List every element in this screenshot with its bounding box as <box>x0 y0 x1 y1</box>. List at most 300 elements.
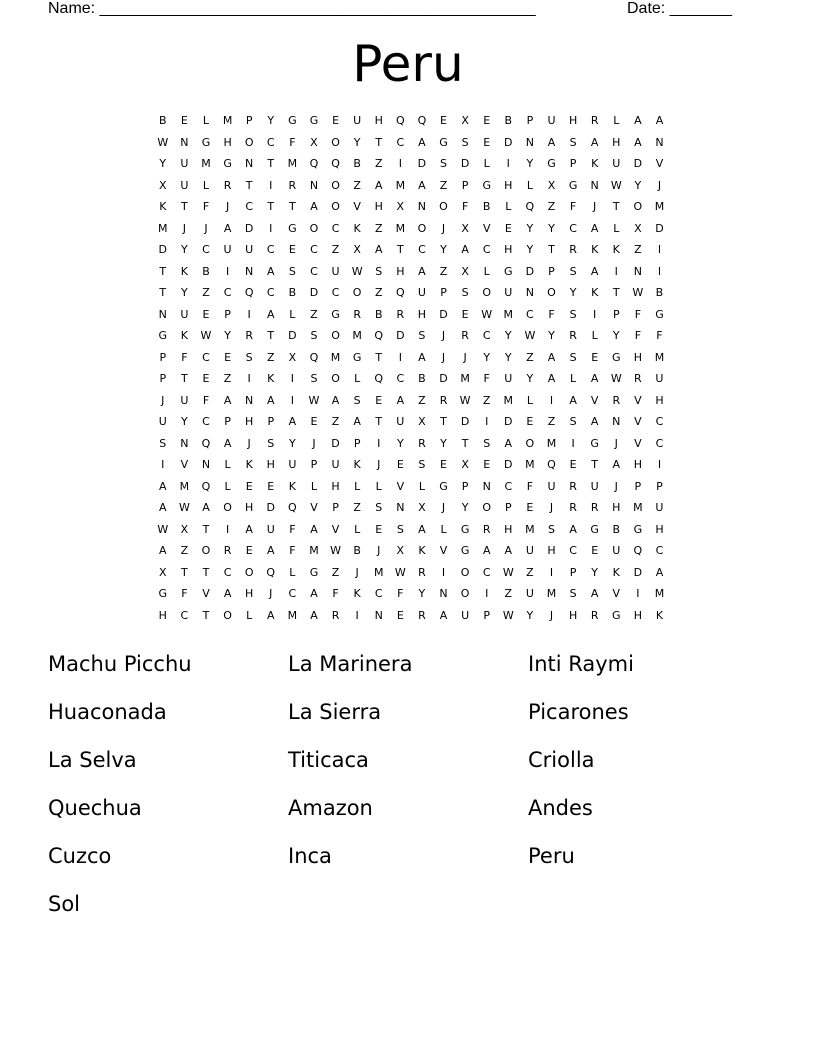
grid-letter[interactable]: A <box>310 587 318 600</box>
grid-letter[interactable]: R <box>612 393 621 407</box>
grid-letter[interactable]: Z <box>439 264 448 278</box>
grid-letter[interactable]: P <box>353 436 361 450</box>
grid-letter[interactable]: C <box>288 587 297 600</box>
grid-letter[interactable]: Z <box>482 393 491 407</box>
grid-letter[interactable]: T <box>396 243 404 256</box>
grid-letter[interactable]: H <box>633 608 642 622</box>
grid-letter[interactable]: S <box>569 350 577 364</box>
grid-letter[interactable]: C <box>655 544 664 557</box>
grid-letter[interactable]: L <box>526 178 533 192</box>
grid-letter[interactable]: M <box>654 200 665 213</box>
grid-letter[interactable]: E <box>202 307 210 321</box>
grid-letter[interactable]: A <box>353 415 361 428</box>
grid-letter[interactable]: T <box>375 415 383 428</box>
grid-letter[interactable]: U <box>504 286 513 299</box>
grid-letter[interactable]: C <box>655 436 664 450</box>
grid-letter[interactable]: Z <box>266 350 275 364</box>
grid-letter[interactable]: O <box>633 200 643 213</box>
grid-letter[interactable]: I <box>377 436 381 450</box>
grid-letter[interactable]: Q <box>201 436 211 450</box>
grid-letter[interactable]: Y <box>504 350 512 364</box>
grid-letter[interactable]: W <box>157 135 169 149</box>
grid-letter[interactable]: C <box>310 264 318 278</box>
grid-letter[interactable]: K <box>180 329 188 342</box>
grid-letter[interactable]: T <box>288 200 296 213</box>
grid-letter[interactable]: P <box>504 501 512 514</box>
grid-letter[interactable]: S <box>483 436 491 450</box>
grid-letter[interactable]: H <box>633 350 642 364</box>
grid-letter[interactable]: Q <box>374 329 384 342</box>
grid-letter[interactable]: P <box>548 264 555 278</box>
grid-letter[interactable]: R <box>590 501 599 514</box>
grid-letter[interactable]: H <box>504 178 513 192</box>
grid-letter[interactable]: P <box>440 286 447 299</box>
grid-letter[interactable]: A <box>310 608 318 622</box>
grid-letter[interactable]: I <box>247 372 251 385</box>
grid-letter[interactable]: L <box>202 114 210 127</box>
grid-letter[interactable]: W <box>330 544 341 557</box>
grid-letter[interactable]: C <box>331 221 340 235</box>
grid-letter[interactable]: S <box>288 264 296 278</box>
grid-letter[interactable]: H <box>396 264 405 278</box>
grid-letter[interactable]: Y <box>548 221 555 235</box>
grid-letter[interactable]: V <box>482 221 491 235</box>
grid-letter[interactable]: P <box>245 114 253 127</box>
grid-letter[interactable]: N <box>525 135 534 149</box>
grid-letter[interactable]: K <box>591 286 599 299</box>
grid-letter[interactable]: T <box>267 329 275 342</box>
grid-letter[interactable]: L <box>505 200 512 213</box>
grid-letter[interactable]: I <box>485 587 489 600</box>
grid-letter[interactable]: D <box>504 458 513 471</box>
grid-letter[interactable]: D <box>504 415 513 428</box>
grid-letter[interactable]: W <box>459 393 471 407</box>
grid-letter[interactable]: I <box>549 565 554 579</box>
grid-letter[interactable]: Y <box>353 135 361 149</box>
grid-letter[interactable]: A <box>418 178 426 192</box>
grid-letter[interactable]: J <box>657 178 662 192</box>
grid-letter[interactable]: Y <box>461 501 469 514</box>
grid-letter[interactable]: K <box>245 458 253 471</box>
grid-letter[interactable]: Y <box>526 372 534 385</box>
grid-letter[interactable]: A <box>590 264 599 278</box>
grid-letter[interactable]: O <box>244 565 254 579</box>
date-field-label[interactable]: Date: _______ <box>627 0 732 17</box>
grid-letter[interactable]: G <box>590 522 599 536</box>
grid-letter[interactable]: T <box>375 350 383 364</box>
grid-letter[interactable]: K <box>353 221 361 235</box>
grid-letter[interactable]: F <box>569 200 577 213</box>
grid-letter[interactable]: A <box>267 544 275 557</box>
grid-letter[interactable]: D <box>504 135 513 149</box>
grid-letter[interactable]: A <box>612 458 621 471</box>
grid-letter[interactable]: H <box>374 200 383 213</box>
grid-letter[interactable]: J <box>377 458 381 471</box>
grid-letter[interactable]: A <box>504 436 513 450</box>
grid-letter[interactable]: U <box>245 243 254 256</box>
grid-letter[interactable]: C <box>223 565 232 579</box>
grid-letter[interactable]: P <box>656 479 663 493</box>
grid-letter[interactable]: X <box>310 135 318 149</box>
grid-letter[interactable]: C <box>310 243 318 256</box>
grid-letter[interactable]: A <box>223 436 232 450</box>
grid-letter[interactable]: B <box>655 286 664 299</box>
grid-letter[interactable]: W <box>502 565 514 579</box>
grid-letter[interactable]: A <box>590 372 599 385</box>
grid-letter[interactable]: N <box>417 200 427 213</box>
grid-letter[interactable]: C <box>396 135 405 149</box>
grid-letter[interactable]: G <box>309 565 319 579</box>
grid-letter[interactable]: A <box>418 350 426 364</box>
grid-letter[interactable]: H <box>245 587 254 600</box>
grid-letter[interactable]: N <box>374 608 383 622</box>
grid-letter[interactable]: S <box>569 135 577 149</box>
grid-letter[interactable]: F <box>483 372 490 385</box>
grid-letter[interactable]: M <box>525 522 535 536</box>
grid-letter[interactable]: K <box>353 458 361 471</box>
grid-letter[interactable]: A <box>590 415 599 428</box>
grid-letter[interactable]: Y <box>526 221 534 235</box>
grid-letter[interactable]: U <box>417 286 426 299</box>
grid-letter[interactable]: A <box>547 372 556 385</box>
grid-letter[interactable]: B <box>288 286 297 299</box>
grid-letter[interactable]: O <box>482 286 492 299</box>
grid-letter[interactable]: A <box>331 393 340 407</box>
grid-letter[interactable]: L <box>483 264 490 278</box>
grid-letter[interactable]: T <box>548 243 555 256</box>
grid-letter[interactable]: A <box>418 264 426 278</box>
grid-letter[interactable]: Q <box>331 157 340 170</box>
grid-letter[interactable]: F <box>332 587 339 600</box>
grid-letter[interactable]: Y <box>526 243 534 256</box>
grid-letter[interactable]: S <box>569 587 577 600</box>
grid-letter[interactable]: R <box>223 178 232 192</box>
grid-letter[interactable]: N <box>245 157 254 170</box>
grid-letter[interactable]: Y <box>440 436 447 450</box>
grid-letter[interactable]: E <box>483 135 491 149</box>
grid-letter[interactable]: W <box>524 329 536 342</box>
grid-letter[interactable]: P <box>224 307 231 321</box>
grid-letter[interactable]: B <box>353 157 361 170</box>
grid-letter[interactable]: Z <box>331 243 340 256</box>
grid-letter[interactable]: J <box>593 200 597 213</box>
grid-letter[interactable]: G <box>439 135 448 149</box>
grid-letter[interactable]: G <box>201 135 211 149</box>
grid-letter[interactable]: J <box>441 350 446 364</box>
grid-letter[interactable]: D <box>158 243 168 256</box>
grid-letter[interactable]: J <box>614 479 618 493</box>
grid-letter[interactable]: N <box>180 436 189 450</box>
grid-letter[interactable]: X <box>461 264 469 278</box>
grid-letter[interactable]: Y <box>591 565 599 579</box>
grid-letter[interactable]: C <box>482 329 491 342</box>
grid-letter[interactable]: J <box>614 436 618 450</box>
grid-letter[interactable]: H <box>612 501 621 514</box>
grid-letter[interactable]: R <box>353 307 361 321</box>
grid-letter[interactable]: G <box>223 157 232 170</box>
grid-letter[interactable]: R <box>569 479 577 493</box>
grid-letter[interactable]: Z <box>374 157 383 170</box>
grid-letter[interactable]: S <box>569 415 577 428</box>
grid-letter[interactable]: K <box>591 157 599 170</box>
grid-letter[interactable]: A <box>569 522 577 536</box>
grid-letter[interactable]: Q <box>417 114 427 127</box>
grid-letter[interactable]: G <box>460 544 470 557</box>
grid-letter[interactable]: A <box>223 393 232 407</box>
grid-letter[interactable]: H <box>504 522 513 536</box>
grid-letter[interactable]: A <box>504 544 513 557</box>
grid-letter[interactable]: A <box>374 243 383 256</box>
grid-letter[interactable]: Z <box>180 544 189 557</box>
grid-letter[interactable]: B <box>159 114 167 127</box>
grid-letter[interactable]: S <box>461 135 469 149</box>
grid-letter[interactable]: T <box>159 286 167 299</box>
grid-letter[interactable]: F <box>634 307 642 321</box>
grid-letter[interactable]: S <box>159 436 167 450</box>
grid-letter[interactable]: C <box>202 415 210 428</box>
grid-letter[interactable]: R <box>569 329 577 342</box>
grid-letter[interactable]: K <box>612 565 620 579</box>
grid-letter[interactable]: A <box>202 501 210 514</box>
grid-letter[interactable]: B <box>418 372 426 385</box>
grid-letter[interactable]: U <box>396 415 405 428</box>
grid-letter[interactable]: M <box>546 587 557 600</box>
grid-letter[interactable]: I <box>269 178 273 192</box>
grid-letter[interactable]: S <box>418 329 426 342</box>
grid-letter[interactable]: F <box>526 479 534 493</box>
grid-letter[interactable]: T <box>202 608 210 622</box>
grid-letter[interactable]: G <box>460 522 470 536</box>
grid-letter[interactable]: L <box>224 458 231 471</box>
grid-letter[interactable]: G <box>482 178 491 192</box>
grid-letter[interactable]: E <box>332 114 340 127</box>
grid-letter[interactable]: H <box>612 135 621 149</box>
grid-letter[interactable]: K <box>288 479 296 493</box>
grid-letter[interactable]: W <box>481 307 493 321</box>
grid-letter[interactable]: L <box>289 307 296 321</box>
grid-letter[interactable]: S <box>547 522 555 536</box>
grid-letter[interactable]: A <box>159 501 167 514</box>
grid-letter[interactable]: C <box>374 587 383 600</box>
grid-letter[interactable]: S <box>375 264 383 278</box>
grid-letter[interactable]: E <box>375 522 383 536</box>
grid-letter[interactable]: C <box>266 286 275 299</box>
grid-letter[interactable]: T <box>461 436 469 450</box>
grid-letter[interactable]: V <box>655 157 664 170</box>
grid-letter[interactable]: S <box>310 329 318 342</box>
grid-letter[interactable]: M <box>158 221 168 235</box>
grid-letter[interactable]: M <box>460 372 470 385</box>
grid-letter[interactable]: D <box>288 329 297 342</box>
grid-letter[interactable]: V <box>331 522 340 536</box>
grid-letter[interactable]: Y <box>288 436 296 450</box>
grid-letter[interactable]: Z <box>353 178 361 192</box>
grid-letter[interactable]: E <box>526 501 534 514</box>
name-field-label[interactable]: Name: _________________________________________________ <box>48 0 536 17</box>
grid-letter[interactable]: P <box>526 114 534 127</box>
grid-letter[interactable]: P <box>461 178 469 192</box>
grid-letter[interactable]: W <box>502 608 514 622</box>
grid-letter[interactable]: S <box>418 458 426 471</box>
grid-letter[interactable]: N <box>482 479 491 493</box>
grid-letter[interactable]: E <box>569 458 577 471</box>
grid-letter[interactable]: A <box>590 587 599 600</box>
grid-letter[interactable]: X <box>634 221 642 235</box>
grid-letter[interactable]: M <box>395 178 406 192</box>
grid-letter[interactable]: J <box>269 587 273 600</box>
grid-letter[interactable]: T <box>591 458 599 471</box>
grid-letter[interactable]: E <box>245 544 253 557</box>
grid-letter[interactable]: Q <box>525 200 535 213</box>
grid-letter[interactable]: L <box>483 157 490 170</box>
grid-letter[interactable]: T <box>202 522 210 536</box>
grid-letter[interactable]: A <box>439 608 448 622</box>
grid-letter[interactable]: A <box>418 522 426 536</box>
grid-letter[interactable]: H <box>266 458 275 471</box>
grid-letter[interactable]: U <box>158 415 167 428</box>
grid-letter[interactable]: U <box>223 243 232 256</box>
grid-letter[interactable]: L <box>354 522 361 536</box>
grid-letter[interactable]: X <box>396 544 405 557</box>
grid-letter[interactable]: G <box>655 307 664 321</box>
grid-letter[interactable]: G <box>547 157 556 170</box>
grid-letter[interactable]: E <box>267 479 275 493</box>
grid-letter[interactable]: G <box>612 350 621 364</box>
grid-letter[interactable]: I <box>247 307 251 321</box>
grid-letter[interactable]: O <box>331 200 340 213</box>
grid-letter[interactable]: P <box>461 479 469 493</box>
grid-letter[interactable]: P <box>634 479 642 493</box>
grid-letter[interactable]: K <box>591 243 599 256</box>
grid-letter[interactable]: Y <box>181 286 188 299</box>
grid-letter[interactable]: U <box>525 587 534 600</box>
grid-letter[interactable]: O <box>417 221 427 235</box>
grid-letter[interactable]: M <box>654 587 665 600</box>
grid-letter[interactable]: E <box>180 114 188 127</box>
grid-letter[interactable]: K <box>180 264 188 278</box>
grid-letter[interactable]: Q <box>374 372 384 385</box>
grid-letter[interactable]: A <box>310 522 318 536</box>
grid-letter[interactable]: N <box>655 135 664 149</box>
grid-letter[interactable]: X <box>159 565 167 579</box>
grid-letter[interactable]: E <box>440 458 447 471</box>
grid-letter[interactable]: I <box>441 565 446 579</box>
grid-letter[interactable]: L <box>613 114 620 127</box>
grid-letter[interactable]: G <box>504 264 513 278</box>
grid-letter[interactable]: N <box>201 458 211 471</box>
grid-letter[interactable]: T <box>181 565 188 579</box>
grid-letter[interactable]: R <box>569 501 577 514</box>
grid-letter[interactable]: T <box>612 286 620 299</box>
grid-letter[interactable]: H <box>655 522 664 536</box>
grid-letter[interactable]: L <box>310 479 318 493</box>
grid-letter[interactable]: V <box>634 436 642 450</box>
grid-letter[interactable]: P <box>310 458 318 471</box>
grid-letter[interactable]: Y <box>181 415 188 428</box>
grid-letter[interactable]: D <box>460 415 470 428</box>
grid-letter[interactable]: M <box>352 329 362 342</box>
grid-letter[interactable]: Y <box>526 608 534 622</box>
grid-letter[interactable]: N <box>245 393 254 407</box>
grid-letter[interactable]: W <box>157 522 169 536</box>
grid-letter[interactable]: Y <box>526 157 534 170</box>
grid-letter[interactable]: Y <box>396 436 404 450</box>
grid-letter[interactable]: Y <box>548 329 555 342</box>
grid-letter[interactable]: S <box>267 436 275 450</box>
grid-letter[interactable]: I <box>398 157 402 170</box>
grid-letter[interactable]: H <box>374 114 383 127</box>
grid-letter[interactable]: M <box>201 157 211 170</box>
grid-letter[interactable]: U <box>353 114 362 127</box>
grid-letter[interactable]: U <box>266 522 275 536</box>
grid-letter[interactable]: C <box>504 479 513 493</box>
grid-letter[interactable]: L <box>289 565 296 579</box>
grid-letter[interactable]: V <box>634 415 642 428</box>
grid-letter[interactable]: L <box>418 479 425 493</box>
grid-letter[interactable]: F <box>289 135 296 149</box>
grid-letter[interactable]: Q <box>201 479 211 493</box>
grid-letter[interactable]: W <box>610 178 622 192</box>
grid-letter[interactable]: X <box>461 458 469 471</box>
grid-letter[interactable]: O <box>309 221 319 235</box>
grid-letter[interactable]: Y <box>440 243 447 256</box>
grid-letter[interactable]: H <box>417 307 427 321</box>
grid-letter[interactable]: S <box>375 501 383 514</box>
grid-letter[interactable]: K <box>353 587 361 600</box>
grid-letter[interactable]: N <box>439 587 448 600</box>
grid-letter[interactable]: C <box>396 372 405 385</box>
grid-letter[interactable]: A <box>547 135 556 149</box>
grid-letter[interactable]: H <box>504 243 513 256</box>
grid-letter[interactable]: E <box>504 221 512 235</box>
grid-letter[interactable]: Q <box>547 458 556 471</box>
grid-letter[interactable]: C <box>418 243 426 256</box>
grid-letter[interactable]: D <box>331 436 340 450</box>
grid-letter[interactable]: U <box>590 479 599 493</box>
grid-letter[interactable]: X <box>353 243 361 256</box>
grid-letter[interactable]: G <box>439 479 448 493</box>
grid-letter[interactable]: F <box>397 587 404 600</box>
grid-letter[interactable]: I <box>290 393 294 407</box>
grid-letter[interactable]: S <box>569 264 577 278</box>
grid-letter[interactable]: U <box>461 608 470 622</box>
grid-letter[interactable]: U <box>547 114 556 127</box>
grid-letter[interactable]: Y <box>569 286 577 299</box>
grid-letter[interactable]: T <box>375 135 383 149</box>
grid-letter[interactable]: A <box>396 393 405 407</box>
grid-letter[interactable]: F <box>289 522 296 536</box>
grid-letter[interactable]: J <box>182 221 187 235</box>
grid-letter[interactable]: J <box>549 501 554 514</box>
grid-letter[interactable]: J <box>225 200 230 213</box>
grid-letter[interactable]: T <box>181 200 188 213</box>
grid-letter[interactable]: A <box>374 178 383 192</box>
grid-letter[interactable]: Z <box>526 565 534 579</box>
grid-letter[interactable]: Q <box>309 157 319 170</box>
grid-letter[interactable]: F <box>181 350 188 364</box>
grid-letter[interactable]: I <box>614 264 618 278</box>
grid-letter[interactable]: Q <box>395 286 405 299</box>
grid-letter[interactable]: E <box>396 458 404 471</box>
grid-letter[interactable]: E <box>375 393 383 407</box>
grid-letter[interactable]: L <box>354 372 361 385</box>
grid-letter[interactable]: O <box>223 608 232 622</box>
grid-letter[interactable]: E <box>483 458 491 471</box>
grid-letter[interactable]: M <box>395 221 406 235</box>
grid-letter[interactable]: L <box>570 372 577 385</box>
grid-letter[interactable]: T <box>202 565 210 579</box>
grid-letter[interactable]: N <box>245 264 254 278</box>
